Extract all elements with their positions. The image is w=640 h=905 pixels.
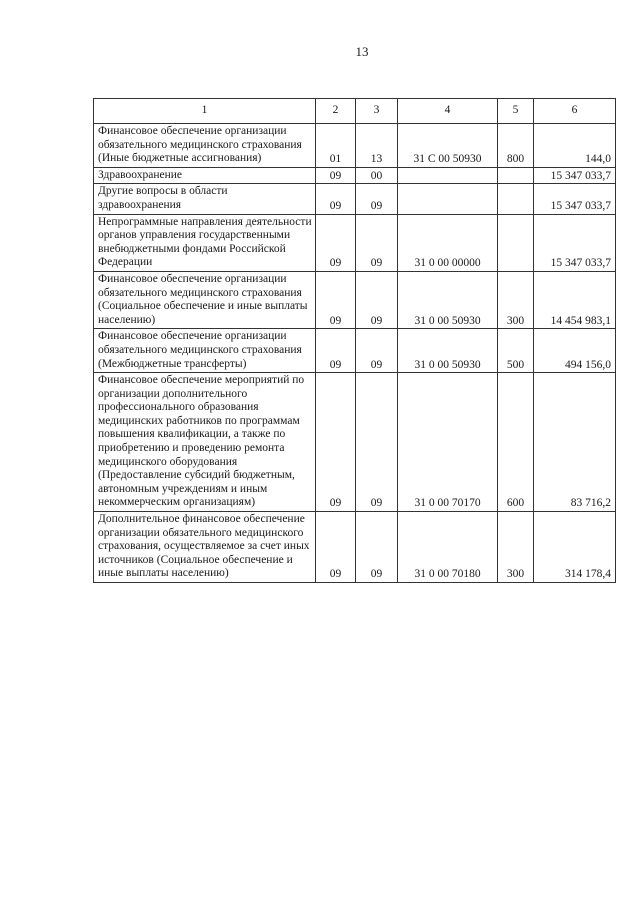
row-name: Финансовое обеспечение организации обязательного медицинского страхования (Иные бюджетные ассигнования) [94, 124, 316, 168]
row-name: Другие вопросы в области здравоохранения [94, 184, 316, 214]
table-row [94, 214, 616, 271]
row-pr: 00 [356, 167, 398, 184]
row-rz: 09 [316, 512, 356, 583]
header-row [94, 99, 616, 124]
row-csr [398, 167, 498, 184]
row-csr: 31 0 00 50930 [398, 329, 498, 373]
row-rz: 09 [316, 184, 356, 214]
table-row [94, 373, 616, 512]
header-cell: 6 [534, 99, 616, 124]
row-vr [498, 184, 534, 214]
row-csr [398, 184, 498, 214]
row-amount: 314 178,4 [534, 512, 616, 583]
row-rz: 09 [316, 329, 356, 373]
header-cell: 1 [94, 99, 316, 124]
row-amount: 15 347 033,7 [534, 184, 616, 214]
row-vr [498, 214, 534, 271]
row-rz: 09 [316, 214, 356, 271]
row-csr: 31 С 00 50930 [398, 124, 498, 168]
table-row [94, 124, 616, 168]
row-csr: 31 0 00 00000 [398, 214, 498, 271]
header-cell: 3 [356, 99, 398, 124]
row-name: Дополнительное финансовое обеспечение организации обязательного медицинского страхования, осуществляемое за счет иных источников (Социальное обеспечение и иные выплаты населению) [94, 512, 316, 583]
table-row [94, 271, 616, 328]
row-amount: 15 347 033,7 [534, 167, 616, 184]
row-vr [498, 167, 534, 184]
table-row [94, 329, 616, 373]
table-row [94, 184, 616, 214]
row-amount: 83 716,2 [534, 373, 616, 512]
row-pr: 09 [356, 512, 398, 583]
row-csr: 31 0 00 70170 [398, 373, 498, 512]
row-name: Финансовое обеспечение мероприятий по организации дополнительного профессионального образования медицинских работников по программам повышения квалификации, а также по приобретению и проведению ремонта медицинского оборудования (Предоставление субсидий бюджетным, автономным учреждениям и иным некоммерческим организациям) [94, 373, 316, 512]
row-rz: 01 [316, 124, 356, 168]
row-name: Финансовое обеспечение организации обязательного медицинского страхования (Социальное обеспечение и иные выплаты населению) [94, 271, 316, 328]
header-cell: 5 [498, 99, 534, 124]
row-pr: 09 [356, 329, 398, 373]
row-vr: 800 [498, 124, 534, 168]
page-number: 13 [355, 44, 369, 59]
row-amount: 494 156,0 [534, 329, 616, 373]
header-cell: 4 [398, 99, 498, 124]
row-pr: 13 [356, 124, 398, 168]
row-rz: 09 [316, 271, 356, 328]
row-amount: 144,0 [534, 124, 616, 168]
row-pr: 09 [356, 184, 398, 214]
row-csr: 31 0 00 50930 [398, 271, 498, 328]
row-amount: 15 347 033,7 [534, 214, 616, 271]
table-row [94, 512, 616, 583]
row-name: Непрограммные направления деятельности органов управления государственными внебюджетными фондами Российской Федерации [94, 214, 316, 271]
row-pr: 09 [356, 214, 398, 271]
header-cell: 2 [316, 99, 356, 124]
row-name: Здравоохранение [94, 167, 316, 184]
row-vr: 600 [498, 373, 534, 512]
row-pr: 09 [356, 271, 398, 328]
row-rz: 09 [316, 373, 356, 512]
row-rz: 09 [316, 167, 356, 184]
table-row [94, 167, 616, 184]
row-pr: 09 [356, 373, 398, 512]
budget-table [93, 98, 616, 583]
row-amount: 14 454 983,1 [534, 271, 616, 328]
row-vr: 300 [498, 512, 534, 583]
row-vr: 500 [498, 329, 534, 373]
row-csr: 31 0 00 70180 [398, 512, 498, 583]
row-name: Финансовое обеспечение организации обязательного медицинского страхования (Межбюджетные трансферты) [94, 329, 316, 373]
row-vr: 300 [498, 271, 534, 328]
